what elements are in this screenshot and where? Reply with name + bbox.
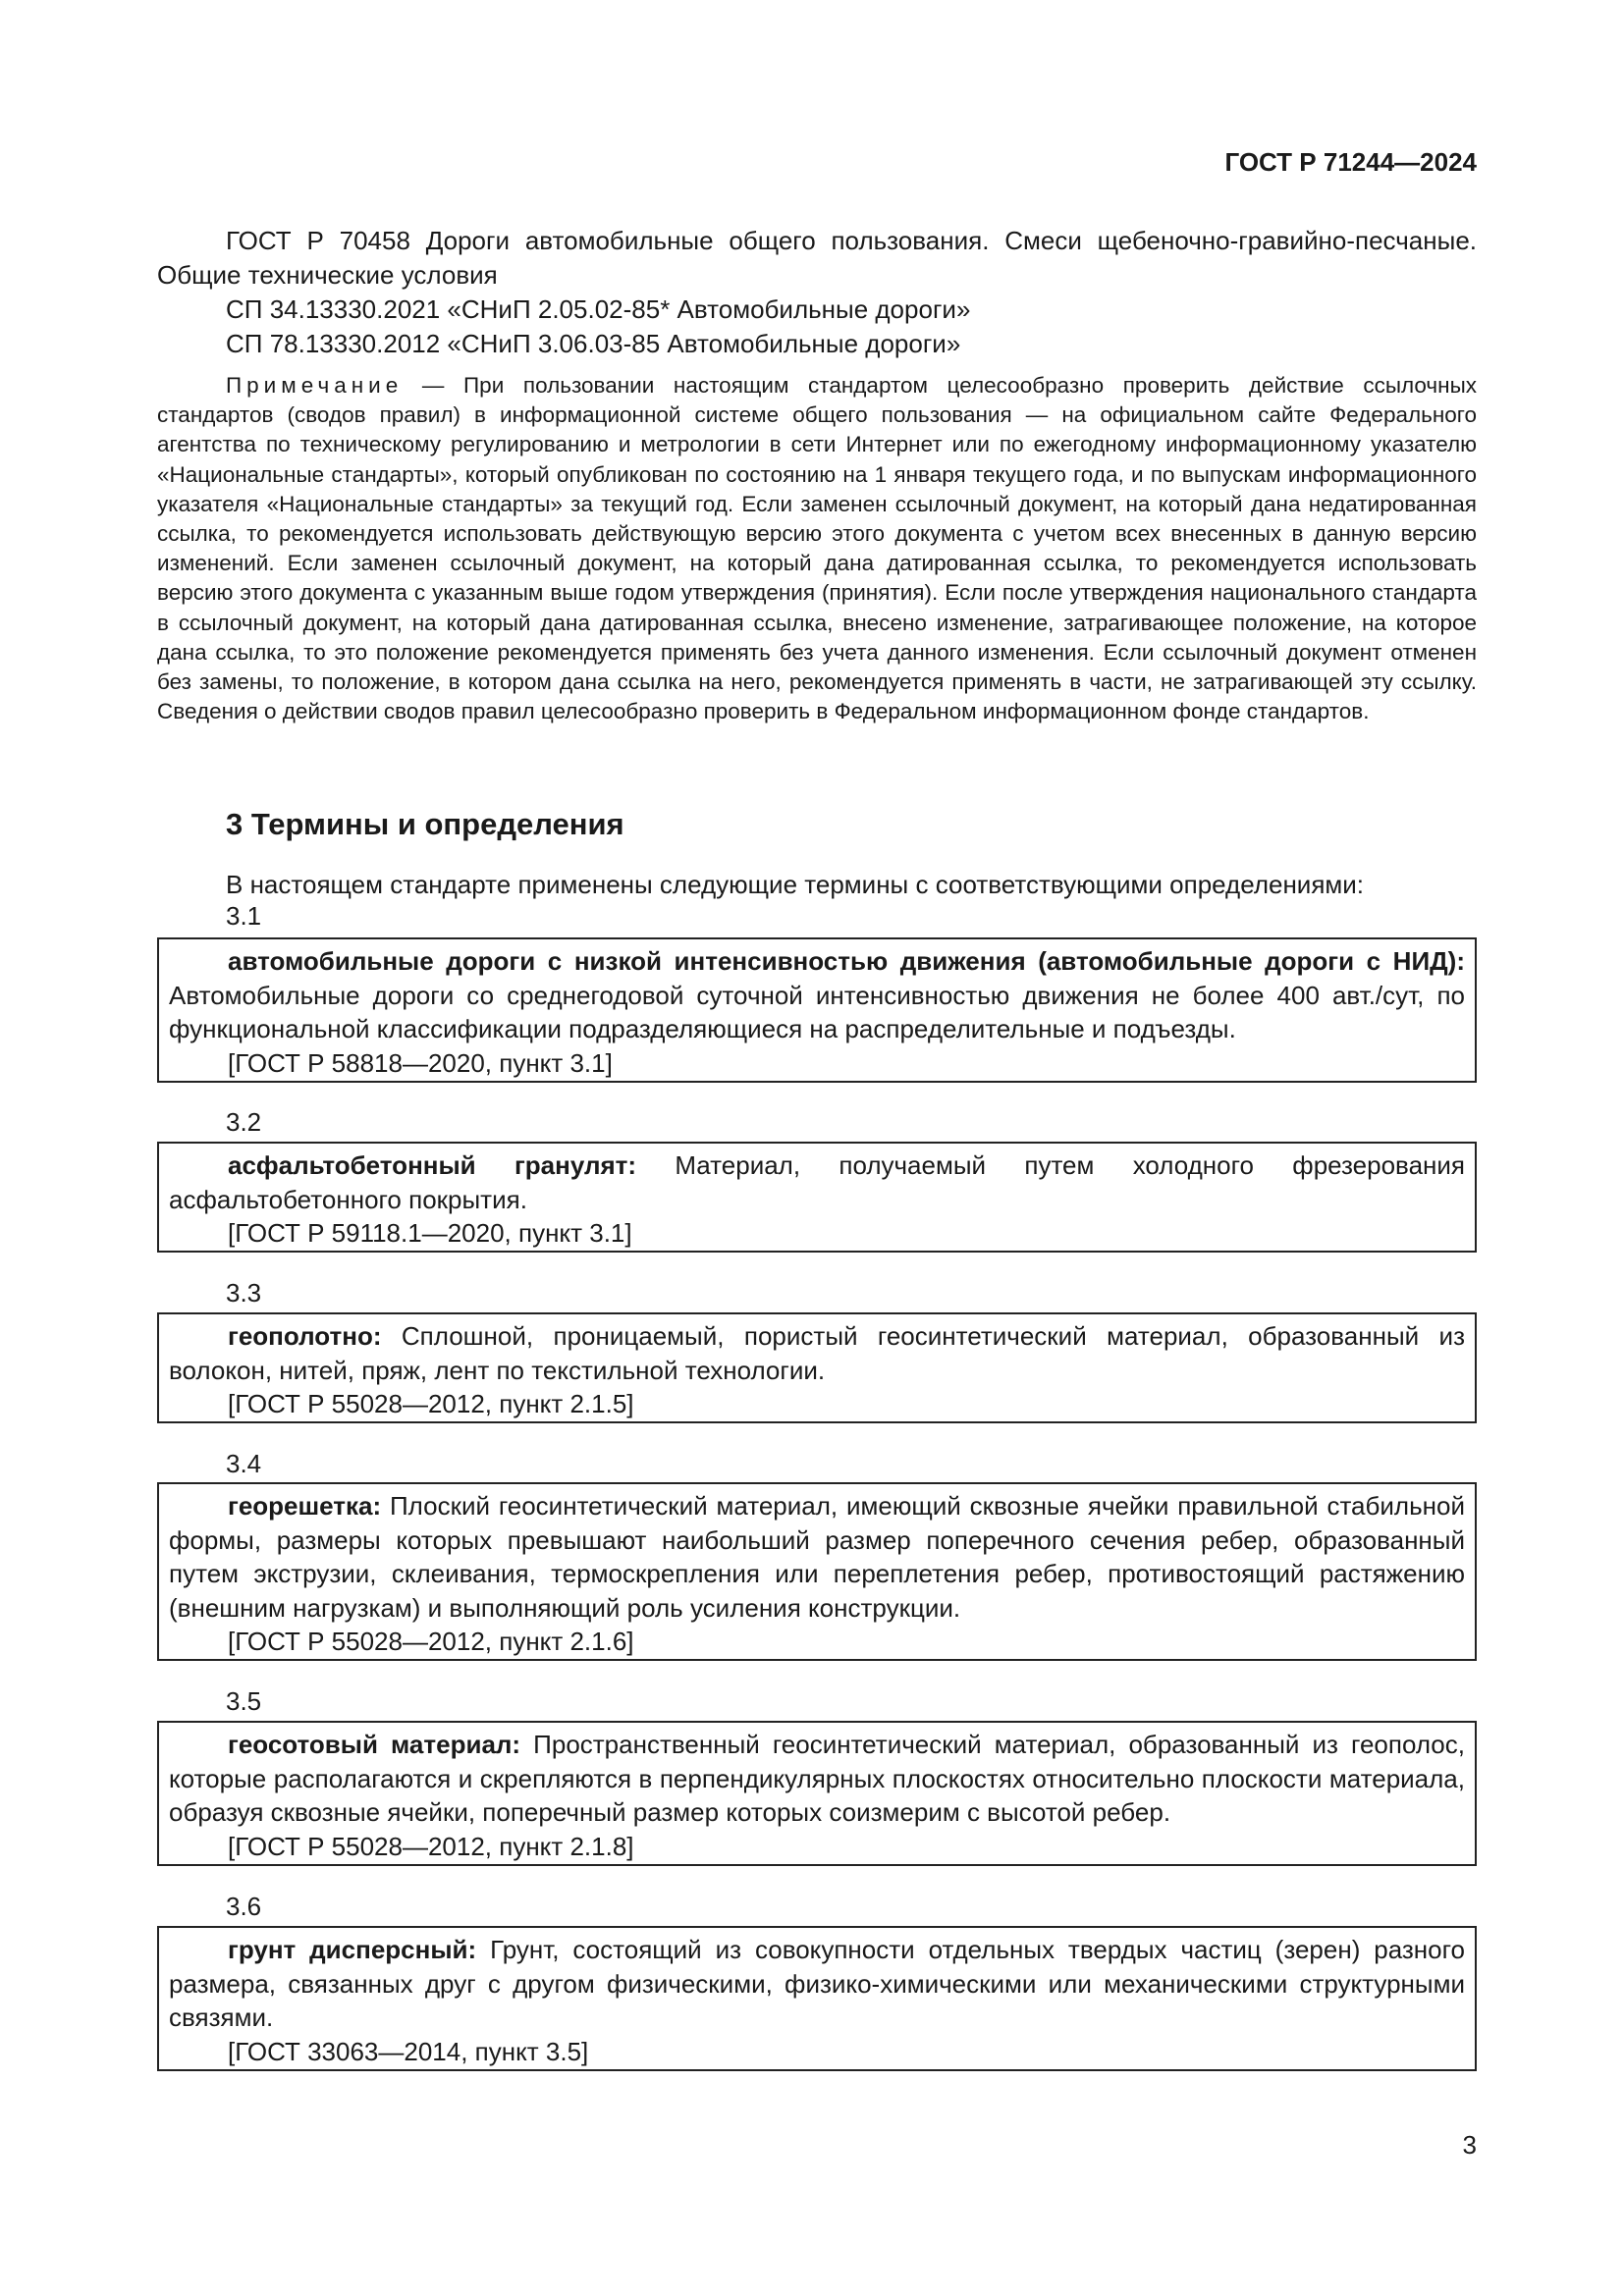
term-number: 3.1 [226,901,262,931]
term-entry [157,1142,1477,1253]
reference-item: СП 78.13330.2012 «СНиП 3.06.03-85 Автомобильные дороги» [226,329,961,358]
term-number: 3.4 [226,1449,262,1478]
references-note [157,371,1477,726]
section-intro: В настоящем стандарте применены следующие термины с соответствующими определениями: [226,870,1365,899]
term-name: геосотовый материал: [228,1730,521,1759]
term-source: [ГОСТ Р 58818—2020, пункт 3.1] [228,1047,613,1078]
term-source: [ГОСТ Р 55028—2012, пункт 2.1.5] [228,1389,634,1418]
page-number: 3 [1462,2130,1477,2160]
term-definition: грунт дисперсный: Грунт, состоящий из совокупности отдельных твердых частиц (зерен) разного размера, связанных друг с другом физическими, физико-химическими или механическими структурными связями. [169,1935,1465,2032]
term-definition: автомобильные дороги с низкой интенсивностью движения (автомобильные дороги с НИД): Автомобильные дороги со среднегодовой суточной интенсивностью движения не более 400 авт./сут, по функциональной классификации подразделяющиеся на распределительные и подъезды. [169,946,1465,1043]
term-definition: геополотно: Сплошной, проницаемый, пористый геосинтетический материал, образованный из волокон, нитей, пряж, лент по текстильной технологии. [169,1321,1465,1385]
term-definition: георешетка: Плоский геосинтетический материал, имеющий сквозные ячейки правильной стабильной формы, размеры которых превышают наибольший размер поперечного сечения ребер, образованный путем экструзии, склеивания, термоскрепления или переплетения ребер, противостоящий растяжению (внешним нагрузкам) и выполняющий роль усиления конструкции. [169,1491,1465,1623]
term-entry [157,1721,1477,1866]
term-name: грунт дисперсный: [228,1935,477,1964]
reference-item: СП 34.13330.2021 «СНиП 2.05.02-85* Автомобильные дороги» [226,294,971,324]
term-source: [ГОСТ Р 55028—2012, пункт 2.1.8] [228,1831,634,1861]
term-name: геополотно: [228,1321,382,1351]
term-source: [ГОСТ Р 55028—2012, пункт 2.1.6] [228,1627,634,1656]
term-definition: геосотовый материал: Пространственный геосинтетический материал, образованный из геополос, которые располагаются и скрепляются в перпендикулярных плоскостях относительно плоскости материала, образуя сквозные ячейки, поперечный размер которых соизмерим с высотой ребер. [169,1730,1465,1827]
term-entry [157,937,1477,1083]
term-name: георешетка: [228,1491,382,1521]
term-source: [ГОСТ Р 59118.1—2020, пункт 3.1] [228,1218,632,1248]
term-definition: асфальтобетонный гранулят: Материал, получаемый путем холодного фрезерования асфальтобетонного покрытия. [169,1150,1465,1214]
term-name: асфальтобетонный гранулят: [228,1150,637,1180]
reference-item: ГОСТ Р 70458 Дороги автомобильные общего пользования. Смеси щебеночно-гравийно-песчаные. Общие технические условия [157,226,1477,290]
note-text: — При пользовании настоящим стандартом целесообразно проверить действие ссылочных стандартов (сводов правил) в информационной системе общего пользования — на официальном сайте Федерального агентства по техническому регулированию и метрологии в сети Интернет или по ежегодному информационному указателю «Национальные стандарты», который опубликован по состоянию на 1 января текущего года, и по выпускам информационного указателя «Национальные стандарты» за текущий год. Если заменен ссылочный документ, на который дана недатированная ссылка, то рекомендуется использовать действующую версию этого документа с учетом всех внесенных в данную версию изменений. Если заменен ссылочный документ, на который дана датированная ссылка, то рекомендуется использовать версию этого документа с указанным выше годом утверждения (принятия). Если после утверждения национального стандарта в ссылочный документ, на который дана датированная ссылка, внесено изменение, затрагивающее положение, на которое дана ссылка, то это положение рекомендуется применять без учета данного изменения. Если ссылочный документ отменен без замены, то положение, в котором дана ссылка на него, рекомендуется применять в части, не затрагивающей эту ссылку. Сведения о действии сводов правил целесообразно проверить в Федеральном информационном фонде стандартов. [157,373,1477,724]
term-entry [157,1482,1477,1661]
term-entry [157,1312,1477,1423]
document-header-id: ГОСТ Р 71244—2024 [1224,147,1477,177]
term-number: 3.6 [226,1892,262,1921]
note-label: Примечание [226,373,404,398]
term-source: [ГОСТ 33063—2014, пункт 3.5] [228,2036,589,2066]
term-entry [157,1926,1477,2071]
section-title: 3 Термины и определения [226,807,624,841]
term-number: 3.2 [226,1107,262,1137]
normative-references [157,224,1477,361]
term-number: 3.3 [226,1278,262,1308]
term-name: автомобильные дороги с низкой интенсивностью движения (автомобильные дороги с НИД): [228,946,1465,976]
term-number: 3.5 [226,1686,262,1716]
